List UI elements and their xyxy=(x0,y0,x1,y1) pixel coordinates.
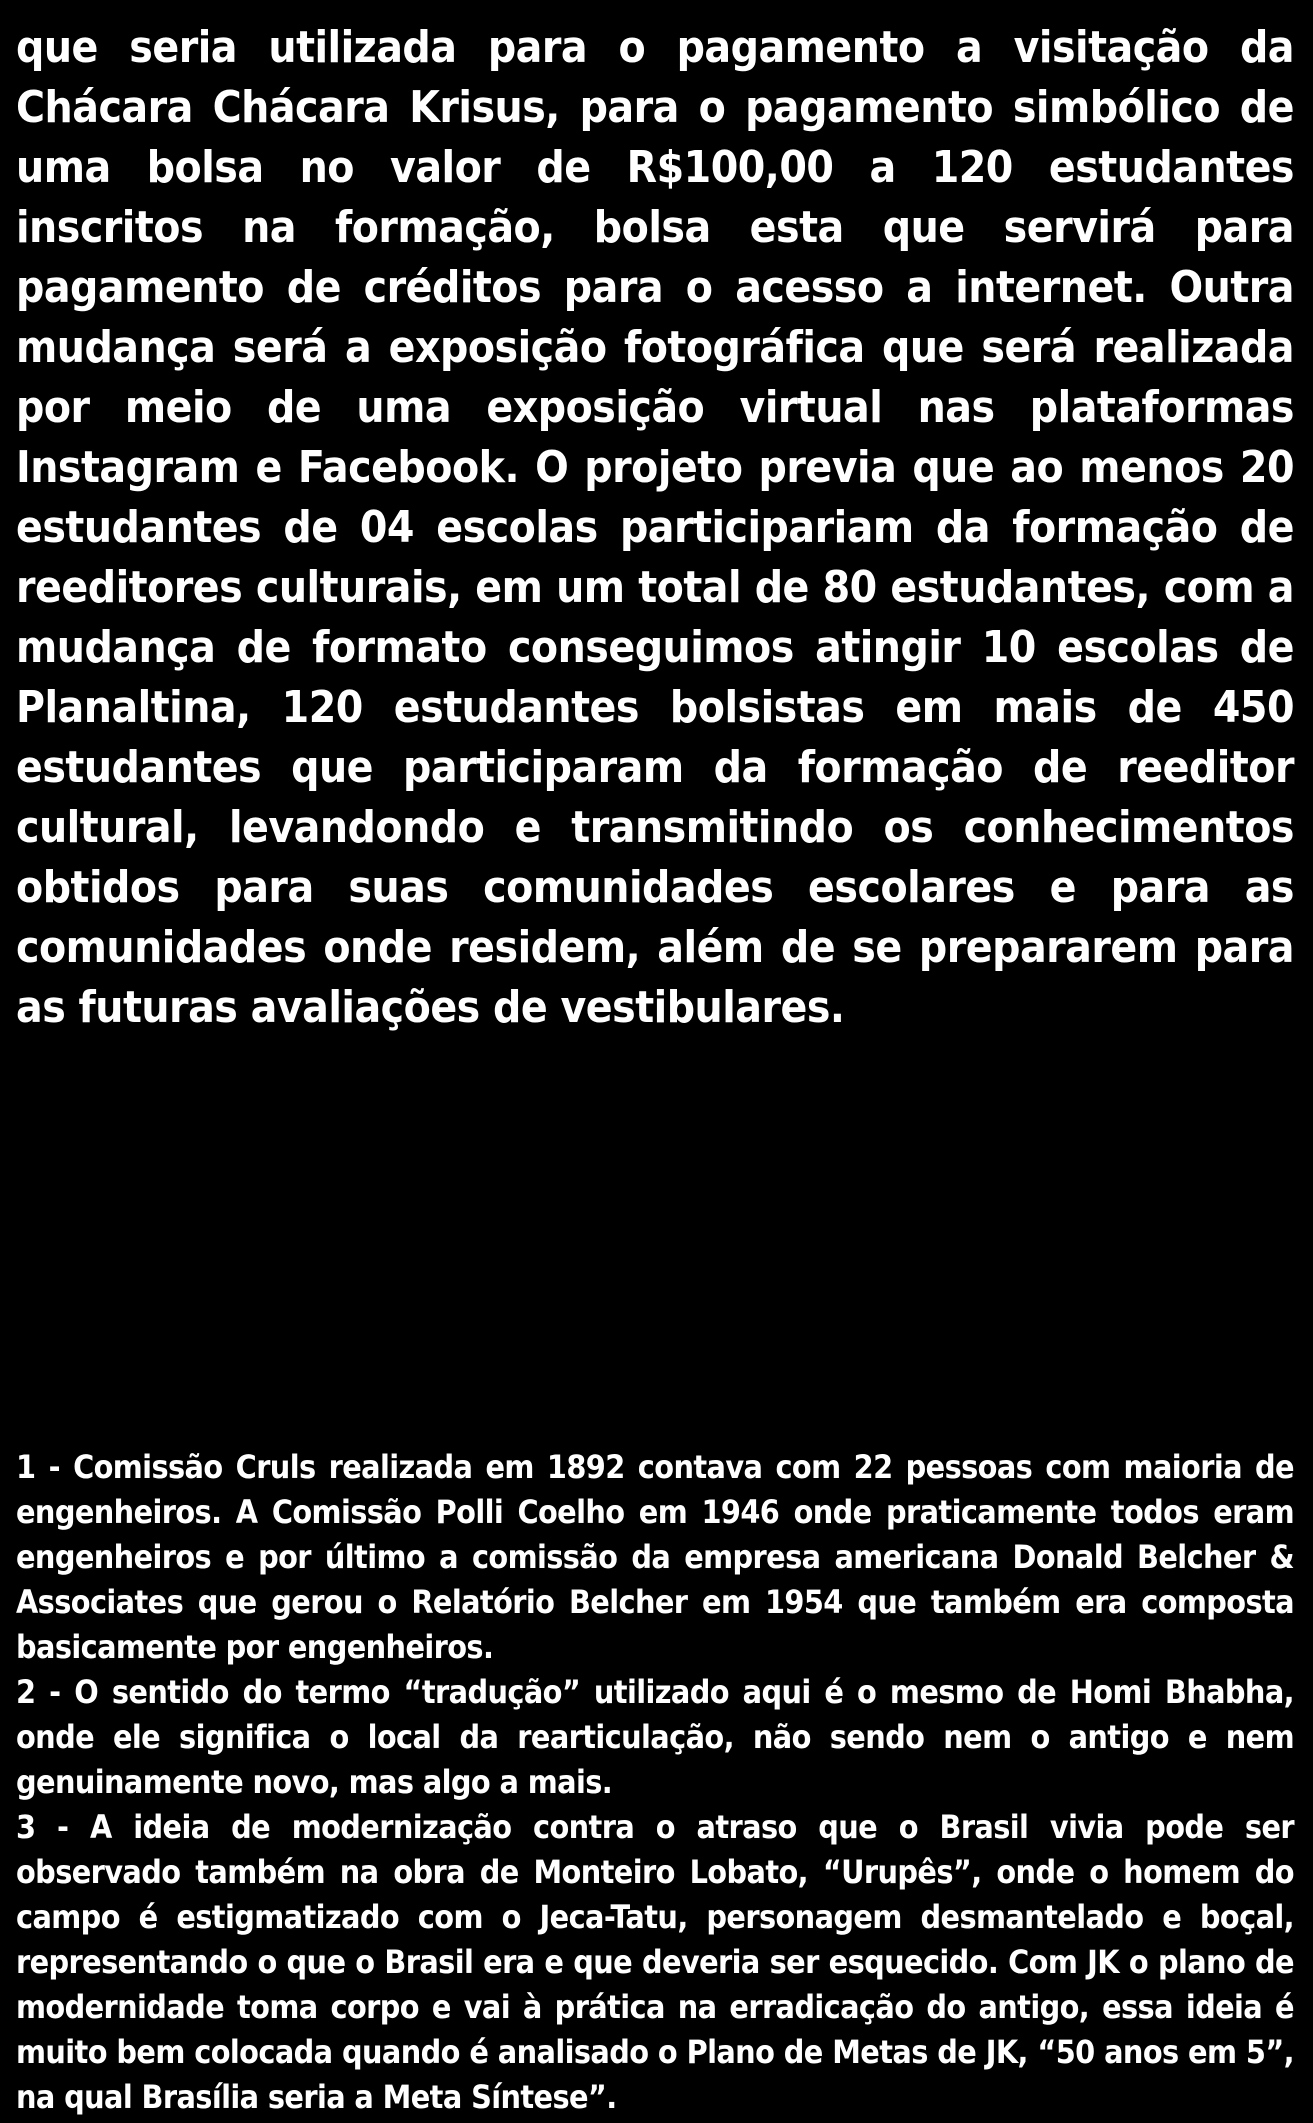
footnotes-section xyxy=(16,1445,1294,2120)
body-paragraph: que seria utilizada para o pagamento a visitação da Chácara Chácara Krisus, para o pagamento simbólico de uma bolsa no valor de R$100,00 a 120 estudantes inscritos na formação, bolsa esta que servirá para pagamento de créditos para o acesso a internet. Outra mudança será a exposição fotográfica que será realizada por meio de uma exposição virtual nas plataformas Instagram e Facebook. O projeto previa que ao menos 20 estudantes de 04 escolas participariam da formação de reeditores culturais, em um total de 80 estudantes, com a mudança de formato conseguimos atingir 10 escolas de Planaltina, 120 estudantes bolsistas em mais de 450 estudantes que participaram da formação de reeditor cultural, levandondo e transmitindo os conhecimentos obtidos para suas comunidades escolares e para as comunidades onde residem, além de se prepararem para as futuras avaliações de vestibulares. xyxy=(16,22,1294,1033)
footnote-1: 1 - Comissão Cruls realizada em 1892 contava com 22 pessoas com maioria de engenheiros. A Comissão Polli Coelho em 1946 onde praticamente todos eram engenheiros e por último a comissão da empresa americana Donald Belcher & Associates que gerou o Relatório Belcher em 1954 que também era composta basicamente por engenheiros. xyxy=(16,1448,1294,1666)
document-page xyxy=(16,18,1294,1038)
footnote-2: 2 - O sentido do termo “tradução” utilizado aqui é o mesmo de Homi Bhabha, onde ele significa o local da rearticulação, não sendo nem o antigo e nem genuinamente novo, mas algo a mais. xyxy=(16,1673,1294,1801)
footnote-3: 3 - A ideia de modernização contra o atraso que o Brasil vivia pode ser observado também na obra de Monteiro Lobato, “Urupês”, onde o homem do campo é estigmatizado com o Jeca-Tatu, personagem desmantelado e boçal, representando o que o Brasil era e que deveria ser esquecido. Com JK o plano de modernidade toma corpo e vai à prática na erradicação do antigo, essa ideia é muito bem colocada quando é analisado o Plano de Metas de JK, “50 anos em 5”, na qual Brasília seria a Meta Síntese”. xyxy=(16,1808,1294,2116)
